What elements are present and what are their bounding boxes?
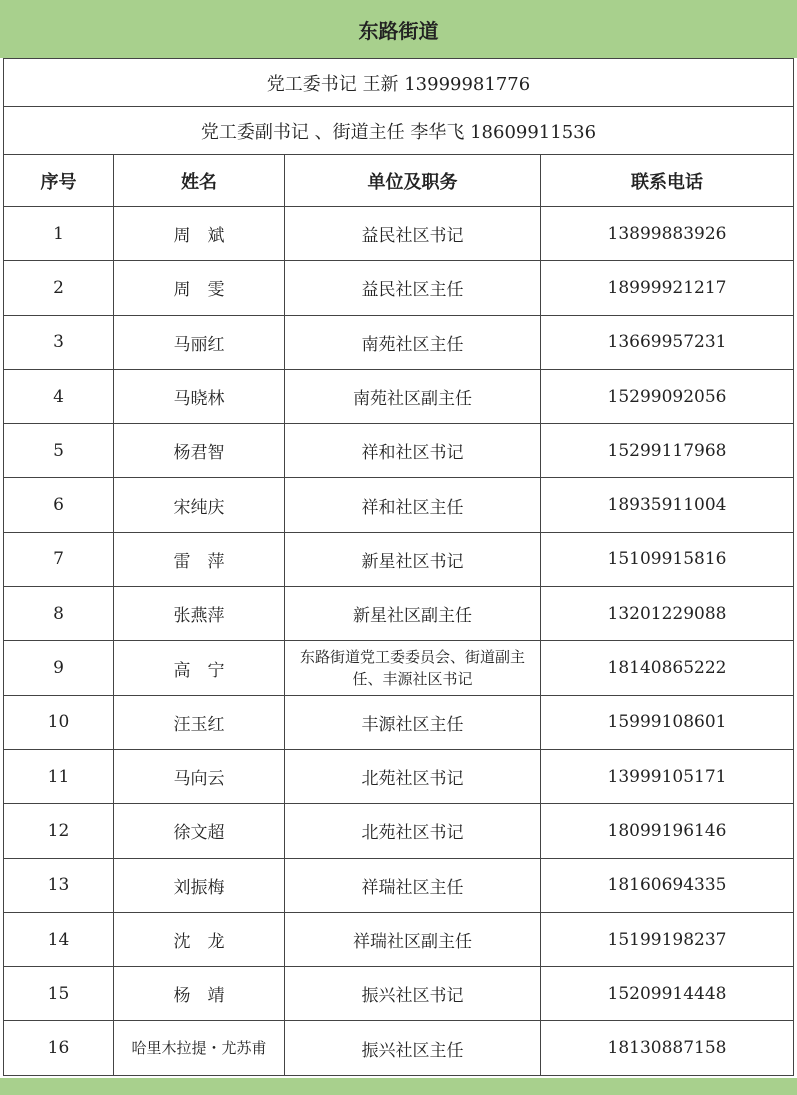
cell-position: 南苑社区主任 <box>284 316 540 369</box>
cell-name: 马向云 <box>113 750 284 803</box>
footer-banner <box>0 1078 797 1095</box>
leader-deputy-text: 党工委副书记 、街道主任 李华飞 18609911536 <box>200 121 597 143</box>
table-row <box>4 586 793 640</box>
cell-index: 2 <box>53 277 64 298</box>
cell-position: 南苑社区副主任 <box>284 370 540 423</box>
cell-name: 汪玉红 <box>113 696 284 749</box>
cell-name: 马丽红 <box>113 316 284 369</box>
cell-index: 5 <box>53 440 64 461</box>
table-row <box>4 369 793 423</box>
table-row <box>4 858 793 912</box>
cell-position: 祥瑞社区副主任 <box>284 913 540 966</box>
cell-phone: 18999921217 <box>540 261 793 314</box>
header-index: 序号 <box>40 171 77 193</box>
cell-phone: 15299117968 <box>540 424 793 477</box>
cell-index: 9 <box>53 658 64 679</box>
cell-name: 张燕萍 <box>113 587 284 640</box>
table-row <box>4 260 793 314</box>
cell-phone: 18160694335 <box>540 859 793 912</box>
table-row <box>4 912 793 966</box>
cell-index: 14 <box>47 929 70 950</box>
leader-row-secretary <box>4 58 793 106</box>
table-row <box>4 1020 793 1074</box>
cell-index: 8 <box>53 603 64 624</box>
cell-phone: 13899883926 <box>540 207 793 260</box>
table-row <box>4 477 793 531</box>
table-row <box>4 532 793 586</box>
cell-name: 杨 靖 <box>113 967 284 1020</box>
page-title: 东路街道 <box>358 18 439 43</box>
table-row <box>4 206 793 260</box>
cell-index: 1 <box>53 223 64 244</box>
cell-position: 北苑社区书记 <box>284 804 540 857</box>
cell-name: 哈里木拉提・尤苏甫 <box>113 1021 284 1074</box>
cell-position: 丰源社区主任 <box>284 696 540 749</box>
table-row <box>4 640 793 694</box>
cell-name: 周 斌 <box>113 207 284 260</box>
table-header-row <box>4 154 793 206</box>
leader-row-deputy <box>4 106 793 154</box>
cell-index: 11 <box>47 766 70 787</box>
cell-phone: 13669957231 <box>540 316 793 369</box>
table-body <box>4 206 793 1075</box>
title-banner <box>0 0 797 58</box>
cell-position: 东路街道党工委委员会、街道副主任、丰源社区书记 <box>284 641 540 694</box>
cell-phone: 13999105171 <box>540 750 793 803</box>
cell-name: 周 雯 <box>113 261 284 314</box>
table-row <box>4 315 793 369</box>
cell-index: 16 <box>47 1038 70 1059</box>
cell-position: 北苑社区书记 <box>284 750 540 803</box>
cell-name: 刘振梅 <box>113 859 284 912</box>
header-position: 单位及职务 <box>284 155 540 206</box>
cell-position: 振兴社区书记 <box>284 967 540 1020</box>
cell-phone: 15999108601 <box>540 696 793 749</box>
cell-index: 3 <box>53 332 64 353</box>
cell-phone: 18140865222 <box>540 641 793 694</box>
cell-phone: 18130887158 <box>540 1021 793 1074</box>
cell-position: 祥和社区主任 <box>284 478 540 531</box>
cell-phone: 18935911004 <box>540 478 793 531</box>
cell-position: 新星社区书记 <box>284 533 540 586</box>
cell-phone: 18099196146 <box>540 804 793 857</box>
cell-phone: 15109915816 <box>540 533 793 586</box>
cell-name: 杨君智 <box>113 424 284 477</box>
leader-secretary-text: 党工委书记 王新 13999981776 <box>266 73 531 95</box>
cell-position: 益民社区书记 <box>284 207 540 260</box>
cell-phone: 15199198237 <box>540 913 793 966</box>
contact-table <box>3 58 794 1076</box>
cell-name: 马晓林 <box>113 370 284 423</box>
header-phone: 联系电话 <box>540 155 793 206</box>
cell-index: 13 <box>47 875 70 896</box>
cell-phone: 15209914448 <box>540 967 793 1020</box>
cell-position: 祥和社区书记 <box>284 424 540 477</box>
cell-name: 徐文超 <box>113 804 284 857</box>
cell-index: 7 <box>53 549 64 570</box>
cell-name: 雷 萍 <box>113 533 284 586</box>
table-row <box>4 423 793 477</box>
cell-phone: 13201229088 <box>540 587 793 640</box>
cell-name: 高 宁 <box>113 641 284 694</box>
table-row <box>4 803 793 857</box>
header-name: 姓名 <box>113 155 284 206</box>
table-row <box>4 966 793 1020</box>
cell-index: 4 <box>53 386 64 407</box>
cell-position: 振兴社区主任 <box>284 1021 540 1074</box>
cell-position: 益民社区主任 <box>284 261 540 314</box>
cell-position: 祥瑞社区主任 <box>284 859 540 912</box>
cell-index: 10 <box>47 712 70 733</box>
cell-name: 沈 龙 <box>113 913 284 966</box>
cell-index: 6 <box>53 495 64 516</box>
table-row <box>4 695 793 749</box>
cell-phone: 15299092056 <box>540 370 793 423</box>
table-row <box>4 749 793 803</box>
cell-index: 15 <box>47 983 70 1004</box>
cell-index: 12 <box>47 820 70 841</box>
cell-name: 宋纯庆 <box>113 478 284 531</box>
cell-position: 新星社区副主任 <box>284 587 540 640</box>
